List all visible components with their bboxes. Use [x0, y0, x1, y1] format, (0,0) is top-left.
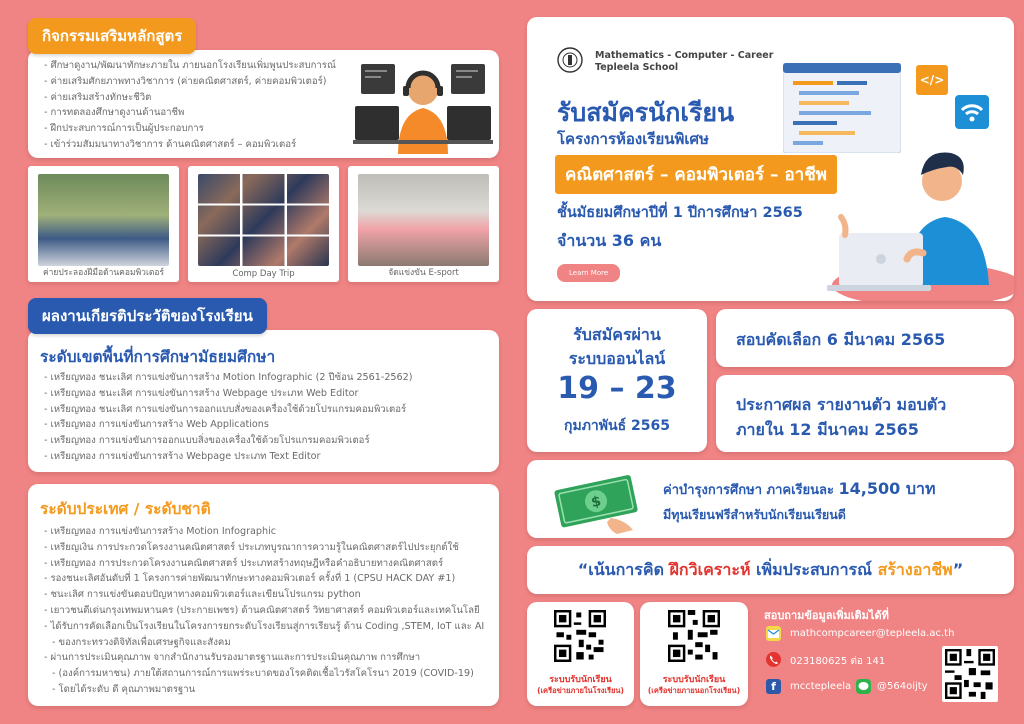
fee-card	[527, 460, 1014, 538]
fee-line2: มีทุนเรียนฟรีสำหรับนักเรียนเรียนดี	[663, 507, 846, 522]
gamer-illustration	[353, 54, 493, 154]
line-icon	[856, 679, 871, 694]
email-icon	[766, 626, 781, 641]
facebook-icon: f	[766, 679, 781, 694]
list-item: - การทดลองศึกษาดูงานด้านอาชีพ	[44, 105, 336, 121]
school-name-en	[595, 50, 773, 74]
list-item: - เยาวชนดีเด่นกรุงเทพมหานคร (ประกายเพชร) ด้านคณิตศาสตร์ วิทยาศาสตร์ คอมพิวเตอร์และเทคโนโลยี	[44, 603, 484, 619]
national-card	[28, 484, 499, 706]
exam-date: สอบคัดเลือก 6 มีนาคม 2565	[736, 330, 946, 349]
contact-facebook[interactable]: mcctepleela	[790, 681, 852, 692]
list-item: - เหรียญทอง ชนะเลิศ การแข่งขันการสร้าง Motion Infographic (2 ปีซ้อน 2561-2562)	[44, 370, 412, 386]
school-logo	[557, 47, 583, 73]
list-item: - เหรียญทอง การแข่งขันการสร้าง Web Applications	[44, 417, 412, 433]
slogan-part1: เน้นการคิด	[588, 560, 670, 579]
contact-line[interactable]: @564oijty	[877, 681, 928, 692]
qr-code-external[interactable]	[668, 610, 720, 662]
photo-comp-day-trip	[198, 174, 329, 266]
photo-computer-camp	[38, 174, 169, 266]
apply-line1: รับสมัครผ่าน	[573, 325, 661, 344]
grade-text: ชั้นมัธยมศึกษาปีที่ 1 ปีการศึกษา 2565	[557, 205, 803, 221]
fee-unit: บาท	[900, 479, 936, 498]
qr-card-internal[interactable]	[527, 602, 634, 706]
hero-title: รับสมัครนักเรียน	[557, 98, 735, 127]
activities-tag: กิจกรรมเสริมหลักสูตร	[28, 18, 196, 54]
photo-card	[28, 166, 179, 282]
phone-icon	[766, 652, 781, 667]
qr-label-external: ระบบรับนักเรียน	[662, 675, 726, 685]
list-item: - เหรียญทอง การแข่งขันการสร้าง Webpage ประเภท Text Editor	[44, 449, 412, 465]
hero-card	[527, 17, 1014, 301]
announce-line1: ประกาศผล รายงานตัว มอบตัว	[736, 395, 947, 414]
program-banner: คณิตศาสตร์ – คอมพิวเตอร์ – อาชีพ	[555, 155, 837, 194]
contact-phone[interactable]: 023180625 ต่อ 141	[790, 656, 886, 667]
slogan-text	[527, 558, 1014, 583]
announce-line2: ภายใน 12 มีนาคม 2565	[736, 420, 919, 439]
list-item: - เข้าร่วมสัมมนาทางวิชาการ ด้านคณิตศาสตร์ – คอมพิวเตอร์	[44, 137, 336, 153]
exam-date-card	[716, 309, 1014, 367]
photo-caption: Comp Day Trip	[232, 269, 295, 279]
apply-online-card	[527, 309, 707, 452]
list-item: - ชนะเลิศ การแข่งขันตอบปัญหาทางคอมพิวเตอร์และเขียนโปรแกรม python	[44, 587, 484, 603]
regional-list	[44, 370, 412, 465]
list-item: - ค่ายเสริมสร้างทักษะชีวิต	[44, 90, 336, 106]
regional-card	[28, 330, 499, 472]
hero-subtitle: โครงการห้องเรียนพิเศษ	[557, 130, 709, 148]
slogan-close-quote: ”	[952, 560, 964, 579]
contact-heading: สอบถามข้อมูลเพิ่มเติมได้ที่	[764, 609, 889, 622]
slogan-part4: สร้างอาชีพ	[877, 560, 953, 579]
wifi-icon	[955, 95, 989, 129]
slogan-open-quote: “	[577, 560, 589, 579]
photo-caption: ค่ายประลองฝีมือด้านคอมพิวเตอร์	[42, 268, 165, 278]
national-heading: ระดับประเทศ / ระดับชาติ	[40, 500, 211, 518]
qr-label-internal: ระบบรับนักเรียน	[549, 675, 612, 685]
code-icon: </>	[916, 65, 948, 95]
qr-code-internal[interactable]	[554, 610, 606, 662]
seats-text: จำนวน 36 คน	[557, 231, 662, 250]
national-list	[44, 524, 484, 698]
list-item: - เหรียญทอง การแข่งขันการออกแบบสิ่งของเครื่องใช้ด้วยโปรแกรมคอมพิวเตอร์	[44, 433, 412, 449]
photo-card	[348, 166, 499, 282]
list-item: - เหรียญทอง ชนะเลิศ การแข่งขันการสร้าง Webpage ประเภท Web Editor	[44, 386, 412, 402]
slogan-part2: ฝึกวิเคราะห์	[669, 560, 751, 579]
activities-card	[28, 50, 499, 158]
photo-card	[188, 166, 339, 282]
qr-note-internal: (เครือข่ายภายในโรงเรียน)	[537, 686, 624, 695]
apply-dates: 19 – 23	[557, 371, 677, 406]
photo-caption: จัดแข่งขัน E-sport	[388, 268, 459, 278]
fee-line1	[663, 477, 936, 502]
fee-amount: 14,500	[838, 479, 901, 498]
list-item: - ค่ายเสริมศักยภาพทางวิชาการ (ค่ายคณิตศาสตร์, ค่ายคอมพิวเตอร์)	[44, 74, 336, 90]
school-program-en: Mathematics - Computer - Career	[595, 50, 774, 61]
qr-card-external[interactable]	[640, 602, 748, 706]
student-illustration	[817, 135, 1014, 301]
list-item: - ได้รับการคัดเลือกเป็นโรงเรียนในโครงการยกระดับโรงเรียนสู่การเรียนรู้ ด้าน Coding ,STEM, IoT และ AI	[44, 619, 484, 635]
school-name: Tepleela School	[595, 62, 679, 73]
list-item-continued: - ของกระทรวงดิจิทัลเพื่อเศรษฐกิจและสังคม	[44, 635, 484, 651]
announce-card	[716, 375, 1014, 452]
fee-label: ค่าบำรุงการศึกษา ภาคเรียนละ	[663, 483, 839, 498]
photo-esport	[358, 174, 489, 266]
list-item: - เหรียญทอง การแข่งขันการสร้าง Motion Infographic	[44, 524, 484, 540]
list-item: - รองชนะเลิศอันดับที่ 1 โครงการค่ายพัฒนาทักษะทางคอมพิวเตอร์ ครั้งที่ 1 (CPSU HACK DAY #1)	[44, 571, 484, 587]
apply-line2: ระบบออนไลน์	[568, 349, 666, 368]
regional-heading: ระดับเขตพื้นที่การศึกษามัธยมศึกษา	[40, 348, 276, 366]
list-item: - เหรียญเงิน การประกวดโครงงานคณิตศาสตร์ ประเภทบูรณาการความรู้ในคณิตศาสตร์ไปประยุกต์ใช้	[44, 540, 484, 556]
learn-more-button[interactable]: Learn More	[557, 264, 620, 282]
list-item-continued: - โดยได้ระดับ ดี คุณภาพมาตรฐาน	[44, 682, 484, 698]
list-item: - ผ่านการประเมินคุณภาพ จากสำนักงานรับรองมาตรฐานและการประเมินคุณภาพ การศึกษา	[44, 650, 484, 666]
money-icon	[551, 468, 643, 534]
list-item: - ฝึกประสบการณ์การเป็นผู้ประกอบการ	[44, 121, 336, 137]
achievements-tag: ผลงานเกียรติประวัติของโรงเรียน	[28, 298, 267, 334]
slogan-part3: เพิ่มประสบการณ์	[750, 560, 878, 579]
activities-list	[44, 58, 336, 153]
list-item: - เหรียญทอง การประกวดโครงงานคณิตศาสตร์ ประเภทสร้างทฤษฎีหรือคำอธิบายทางคณิตศาสตร์	[44, 556, 484, 572]
list-item: - ศึกษาดูงาน/พัฒนาทักษะภายใน ภายนอกโรงเรียนเพิ่มพูนประสบการณ์	[44, 58, 336, 74]
list-item-continued: - (องค์การมหาชน) ภายใต้สถานการณ์การแพร่ระบาดของโรคติดเชื้อไวรัสโคโรนา 2019 (COVID-19)	[44, 666, 484, 682]
contact-qr-frame[interactable]	[942, 646, 998, 702]
qr-note-external: (เครือข่ายภายนอกโรงเรียน)	[647, 686, 741, 695]
apply-month: กุมภาพันธ์ 2565	[564, 418, 670, 434]
slogan-card	[527, 546, 1014, 594]
list-item: - เหรียญทอง ชนะเลิศ การแข่งขันการออกแบบสั่งของเครื่องใช้ด้วยโปรแกรมคอมพิวเตอร์	[44, 402, 412, 418]
contact-email[interactable]: mathcompcareer@tepleela.ac.th	[790, 628, 955, 639]
qr-code-contact[interactable]	[945, 649, 995, 699]
svg-text:$: $	[589, 493, 603, 512]
